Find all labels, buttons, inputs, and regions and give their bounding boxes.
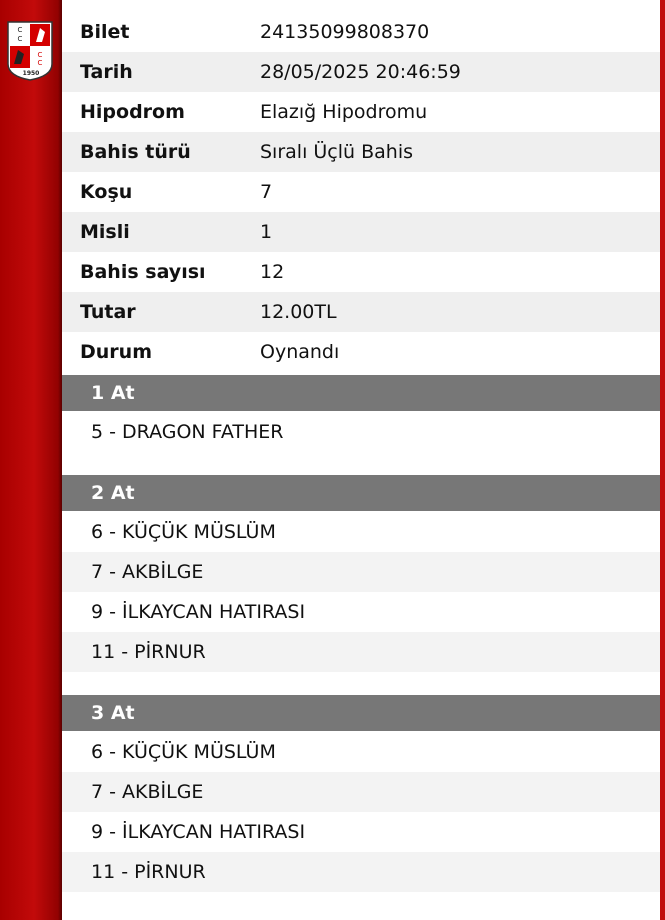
horse-list-item [62,852,660,892]
ticket-row-durum [62,332,660,372]
horse-name: 9 - İLKAYCAN HATIRASI [91,821,306,843]
horse-list-item [62,412,660,452]
horse-name: 11 - PİRNUR [91,641,206,663]
field-label: Hipodrom [80,101,185,123]
field-label: Bilet [80,21,130,43]
horse-list-item [62,512,660,552]
field-value: 7 [260,181,273,203]
ticket-row-bahis-turu [62,132,660,172]
ticket-row-hipodrom [62,92,660,132]
field-value: 12 [260,261,285,283]
ticket-row-bahis-sayisi [62,252,660,292]
field-label: Misli [80,221,130,243]
horse-name: 11 - PİRNUR [91,861,206,883]
field-label: Koşu [80,181,133,203]
ticket-row-misli [62,212,660,252]
horse-list-item [62,632,660,672]
field-label: Bahis türü [80,141,191,163]
ticket-row-tarih [62,52,660,92]
tjk-shield-logo-icon[interactable] [5,18,55,82]
field-label: Tutar [80,301,136,323]
field-value: Oynandı [260,341,340,363]
field-value: 12.00TL [260,301,337,323]
ticket-row-kosu [62,172,660,212]
field-value: 28/05/2025 20:46:59 [260,61,461,83]
field-value: Elazığ Hipodromu [260,101,428,123]
sidebar [0,0,62,920]
ticket-row-tutar [62,292,660,332]
horse-list-item [62,592,660,632]
svg-text:C: C [17,35,23,43]
horse-name: 6 - KÜÇÜK MÜSLÜM [91,741,276,763]
horse-name: 7 - AKBİLGE [91,781,204,803]
horse-name: 6 - KÜÇÜK MÜSLÜM [91,521,276,543]
section-header-3-at [62,695,660,731]
horse-list-item [62,772,660,812]
field-label: Durum [80,341,152,363]
section-title: 2 At [91,482,135,504]
field-value: 1 [260,221,273,243]
field-value: Sıralı Üçlü Bahis [260,141,414,163]
logo-year: 1950 [22,70,40,77]
horse-list-item [62,812,660,852]
svg-text:C: C [37,59,43,67]
svg-text:C: C [17,26,23,34]
horse-name: 5 - DRAGON FATHER [91,421,284,443]
section-title: 1 At [91,382,135,404]
field-label: Bahis sayısı [80,261,206,283]
section-header-2-at [62,475,660,511]
horse-name: 7 - AKBİLGE [91,561,204,583]
right-edge-stripe [660,0,665,920]
ticket-detail-panel [62,0,660,920]
field-value: 24135099808370 [260,21,430,43]
section-title: 3 At [91,702,135,724]
horse-list-item [62,552,660,592]
ticket-row-bilet [62,12,660,52]
field-label: Tarih [80,61,133,83]
horse-list-item [62,732,660,772]
horse-name: 9 - İLKAYCAN HATIRASI [91,601,306,623]
section-header-1-at [62,375,660,411]
svg-text:C: C [37,51,43,59]
